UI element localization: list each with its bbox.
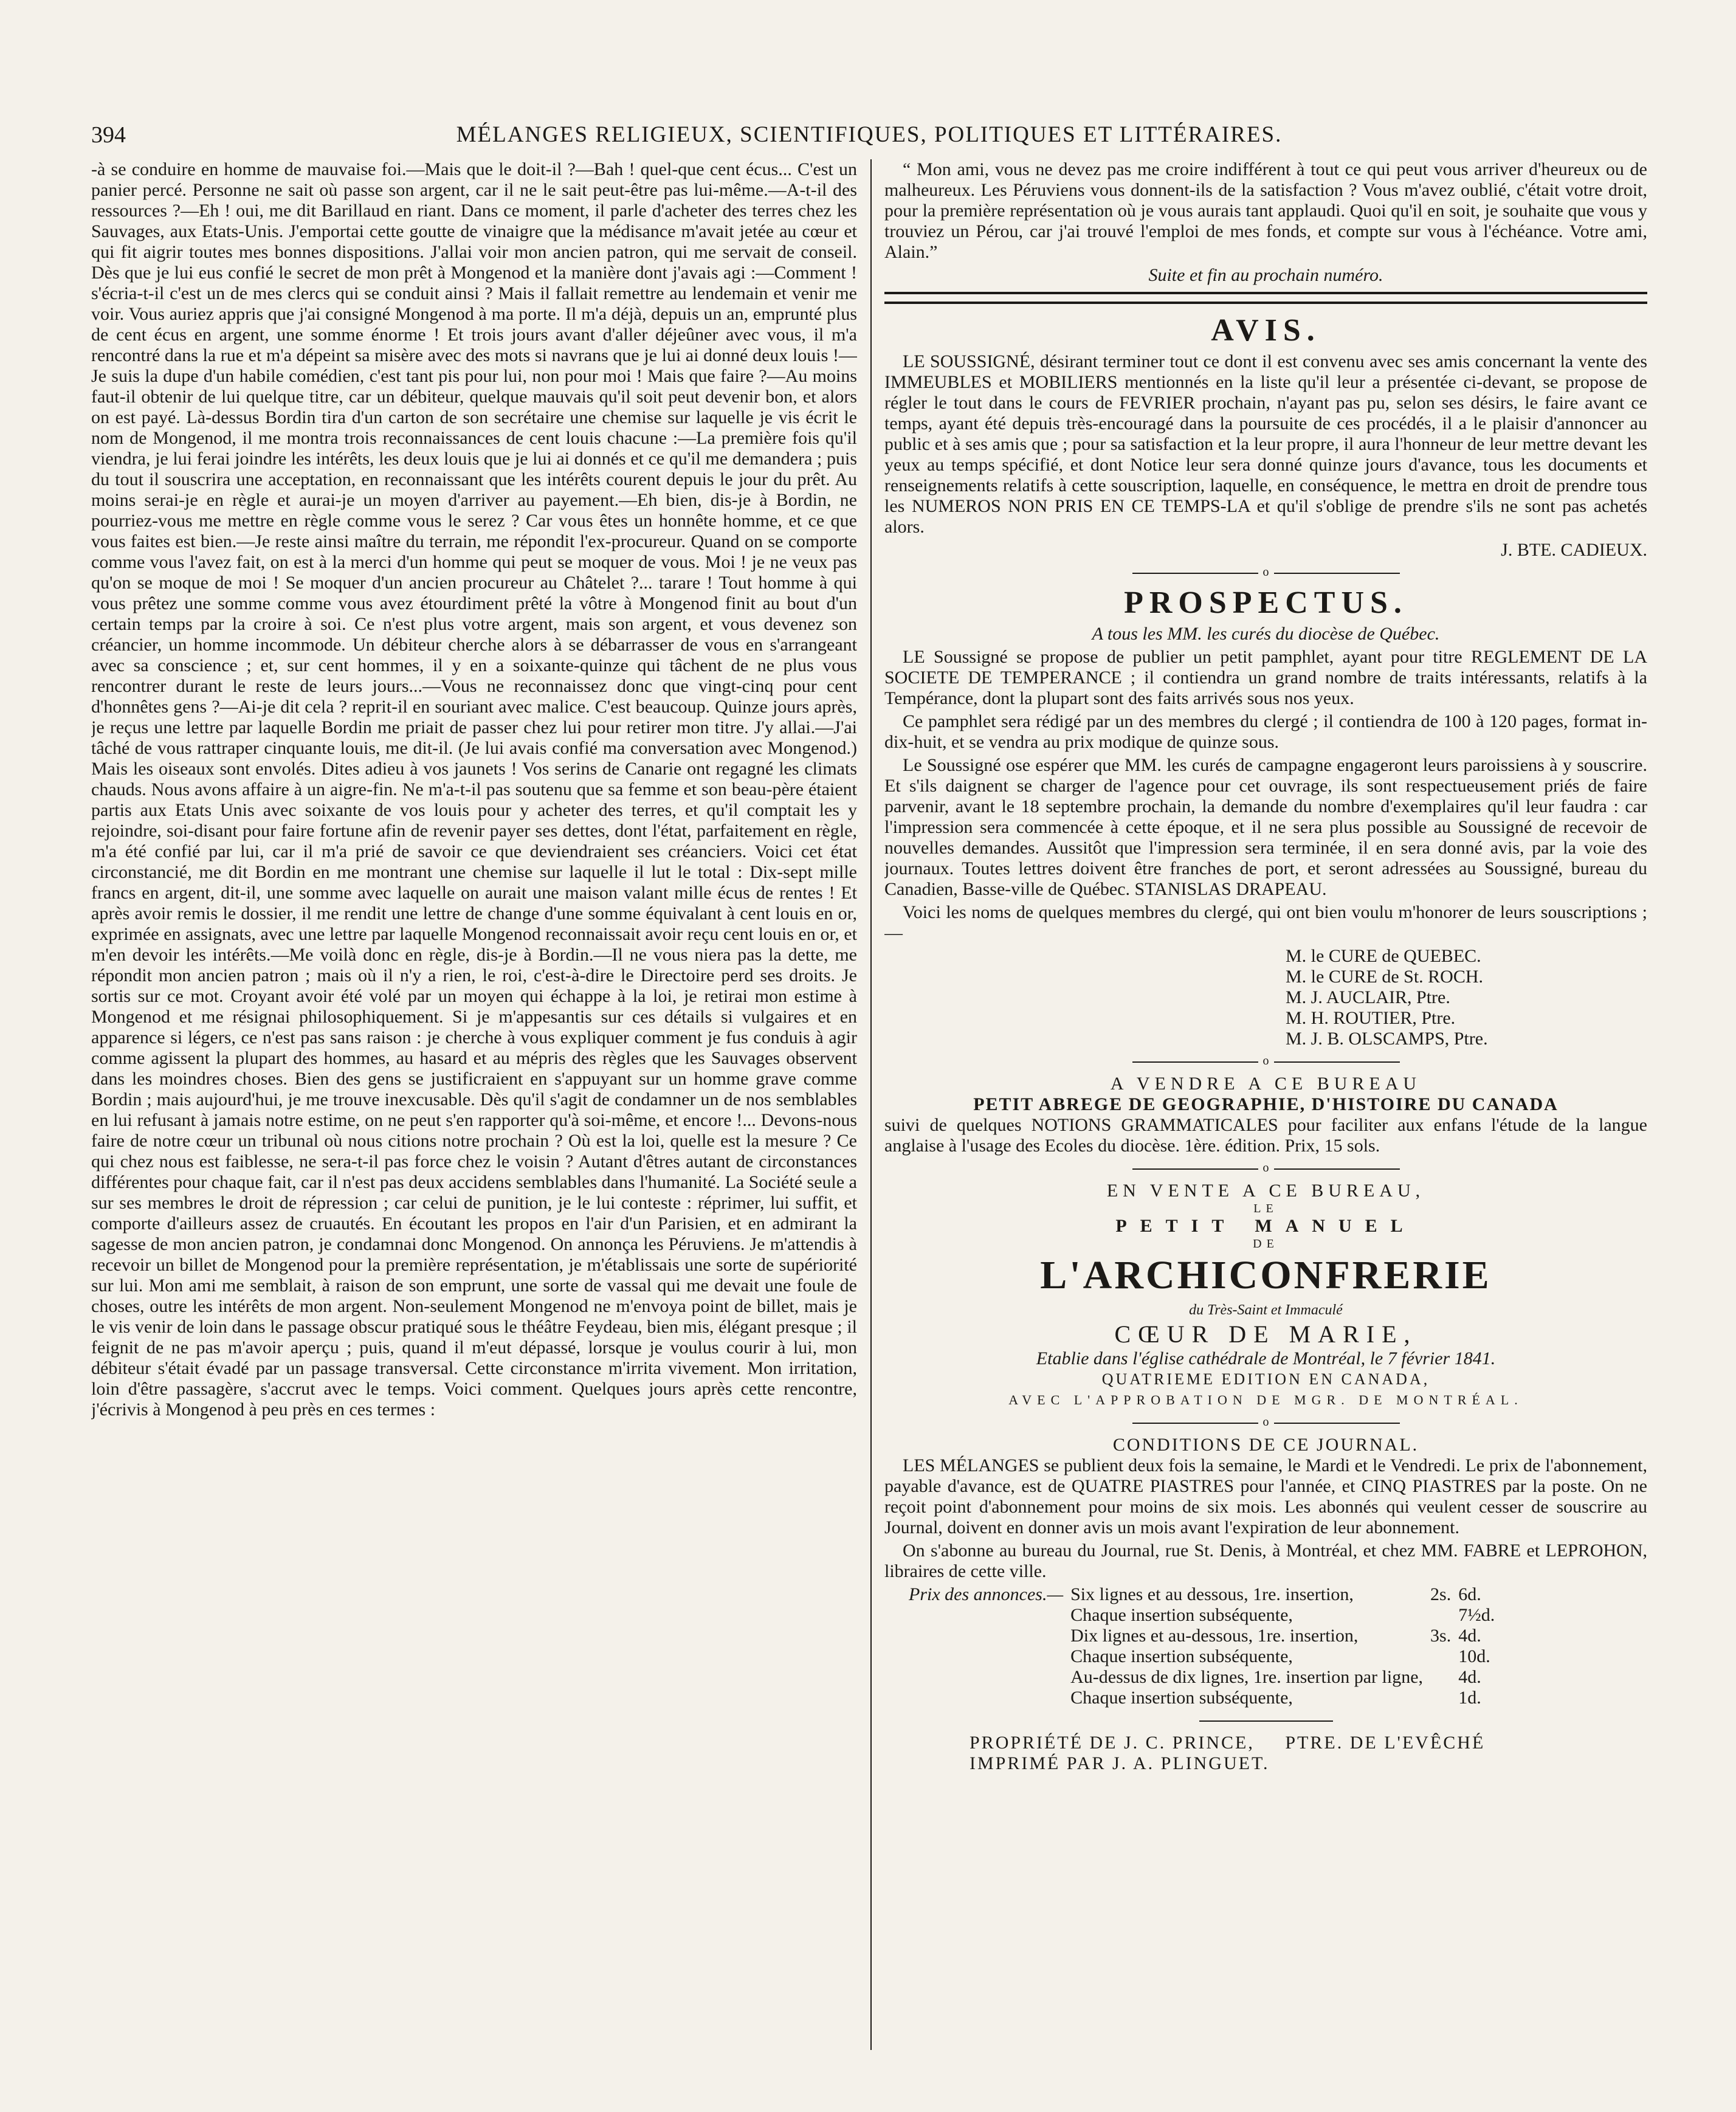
ornament-divider: o <box>1132 1162 1400 1175</box>
rate-shillings <box>1427 1605 1455 1626</box>
manuel-line: CŒUR DE MARIE, <box>1114 1320 1417 1348</box>
imprint-printer: IMPRIMÉ PAR J. A. PLINGUET. <box>970 1753 1270 1773</box>
page-number: 394 <box>91 122 126 148</box>
manuel-line: LE <box>1253 1202 1278 1215</box>
ornament-divider: o <box>1132 1055 1400 1068</box>
continuation-note: Suite et fin au prochain numéro. <box>1148 265 1383 285</box>
prospectus-paragraph: Voici les noms de quelques membres du clergé, qui ont bien voulu m'honorer de leurs souscriptions ;— <box>884 902 1647 943</box>
manuel-title: L'ARCHICONFRERIE <box>1040 1253 1492 1297</box>
conditions-paragraph: LES MÉLANGES se publient deux fois la semaine, le Mardi et le Vendredi. Le prix de l'abonnement, payable d'avance, est de QUATRE PIASTRES pour l'année, et CINQ PIASTRES par la poste. On ne reçoit point d'abonnement pour moins de six mois. Les abonnés qui veulent cesser de souscrire au Journal, doivent en donner avis un mois avant l'expiration de leur abonnement. <box>884 1455 1647 1537</box>
letter-text: “ Mon ami, vous ne devez pas me croire indifférent à tout ce qui peut vous arriver d'heureux ou de malheureux. Les Péruviens vous donnent-ils de la satisfaction ? Vous m'avez oublié, c'était votre droit, pour la première représentation où je vous aurais tant applaudi. Quoi qu'il en soit, je souhaite que vous y trouviez un Pérou, car j'ai trouvé l'emploi de mes fonds, et compte sur vous à l'échéance. Votre ami, Alain.” <box>884 159 1647 262</box>
subscriber-name: M. le CURE de St. ROCH. <box>1286 967 1484 987</box>
vendre-text: suivi de quelques NOTIONS GRAMMATICALES pour faciliter aux enfans l'étude de la langue anglaise à l'usage des Ecoles du diocèse. 1ère. édition. Prix, 15 sols. <box>884 1115 1647 1156</box>
rate-item: Chaque insertion subséquente, <box>1070 1605 1293 1625</box>
rate-pence: 6d. <box>1458 1584 1481 1604</box>
subscriber-name: M. H. ROUTIER, Ptre. <box>1286 1008 1456 1028</box>
rate-pence: 4d. <box>1458 1667 1481 1687</box>
rate-item: Chaque insertion subséquente, <box>1070 1646 1293 1666</box>
prospectus-title: PROSPECTUS. <box>1124 585 1408 620</box>
ornament-divider: o <box>1132 567 1400 579</box>
rate-shillings <box>1427 1646 1455 1667</box>
manuel-line: du Très-Saint et Immaculé <box>1189 1302 1343 1318</box>
rate-item: Dix lignes et au-dessous, 1re. insertion, <box>1070 1626 1359 1646</box>
subscriber-name: M. J. B. OLSCAMPS, Ptre. <box>1286 1029 1488 1049</box>
advertising-rates-table <box>905 1584 1498 1708</box>
running-title: MÉLANGES RELIGIEUX, SCIENTIFIQUES, POLITIQUES ET LITTÉRAIRES. <box>456 122 1283 147</box>
left-column <box>91 159 857 2050</box>
conditions-heading: CONDITIONS DE CE JOURNAL. <box>1112 1435 1419 1455</box>
prospectus-subtitle: A tous les MM. les curés du diocèse de Québec. <box>1092 624 1440 644</box>
rate-shillings: 2s. <box>1430 1584 1452 1604</box>
story-text: -à se conduire en homme de mauvaise foi.—Mais que le doit-il ?—Bah ! quel-que cent écus... C'est un panier percé. Personne ne sait où passe son argent, car il ne le sait peut-être pas lui-même.—A-t-il des ressources ?—Eh ! oui, me dit Barillaud en riant. Dans ce moment, il parle d'acheter des terres chez les Sauvages, aux Etats-Unis. J'emportai cette goutte de vinaigre que la médisance m'avait jetée au cœur et qui fit aigrir toutes mes bonnes dispositions. J'allai voir mon ancien patron, qui me servait de conseil. Dès que je lui eus confié le secret de mon prêt à Mongenod et la manière dont j'avais agi :—Comment ! s'écria-t-il c'est un de mes clercs qui se conduit ainsi ? Mais il fallait remettre au lendemain et venir me voir. Vous auriez appris que j'ai consigné Mongenod à ma porte. Il m'a déjà, depuis un an, emprunté plus de cent écus en argent, une somme énorme ! Et trois jours avant d'aller déjeûner avec vous, il m'a rencontré dans la rue et m'a dépeint sa misère avec des mots si navrans que je lui ai donné deux louis !—Je suis la dupe d'un habile comédien, c'est tant pis pour lui, non pour moi ! Mais que faire ?—Au moins faut-il obtenir de lui quelque titre, car un débiteur, quelque mauvais qu'il soit peut devenir bon, et alors on est payé. Là-dessus Bordin tira d'un carton de son secrétaire une chemise sur laquelle je vis écrit le nom de Mongenod, il me montra trois reconnaissances de cent louis chacune :—La première fois qu'il viendra, je lui ferai joindre les intérêts, les deux louis que je lui ai donnés et ce qu'il me demandera ; puis du tout il souscrira une acceptation, en reconnaissant que les intérêts courent depuis le jour du prêt. Au moins serai-je en règle et aurai-je un moyen d'arriver au payement.—Eh bien, dis-je à Bordin, ne pourriez-vous me mettre en règle comme vous le serez ? Car vous êtes un honnête homme, et ce que vous faites est bien.—Je reste ainsi maître du terrain, me répondit l'ex-procureur. Quand on se comporte comme vous l'avez fait, on est à la merci d'un homme qui peut se moquer de vous. Moi ! je ne veux pas qu'on se moque de moi ! Se moquer d'un ancien procureur au Châtelet ?... tarare ! Tout homme à qui vous prêtez une somme comme vous avez étourdiment prêté la vôtre à Mongenod finit au bout d'un certain temps par la croire à soi. Ce n'est plus votre argent, mais son argent, et vous devenez son créancier, un homme incommode. Un débiteur cherche alors à se débarrasser de vous en s'arrangeant avec sa conscience ; et, sur cent hommes, il y en a soixante-quinze qui tâchent de ne plus vous rencontrer durant le reste de leurs jours...—Vous ne reconnaissez donc que vingt-cinq pour cent d'honnêtes gens ?—Ai-je dit cela ? reprit-il en souriant avec malice. C'est beaucoup. Quinze jours après, je reçus une lettre par laquelle Bordin me priait de passer chez lui pour retirer mon titre. J'y allai.—J'ai tâché de vous rattraper cinquante louis, me dit-il. (Je lui avais confié ma conversation avec Mongenod.) Mais les oiseaux sont envolés. Dites adieu à vos jaunets ! Vos serins de Canarie ont regagné les climats chauds. Nous avons affaire à un aigre-fin. Ne m'a-t-il pas soutenu que sa femme et son beau-père étaient partis aux Etats Unis avec soixante de vos louis pour y acheter des terres, et qu'il comptait les y rejoindre, soi-disant pour faire fortune afin de revenir payer ses dettes, dont l'état, parfaitement en règle, m'a été confié par lui, car il m'a prié de savoir ce que deviendraient ses créanciers. Voici cet état circonstancié, me dit Bordin en me montrant une chemise sur laquelle il lut le total : Dix-sept mille francs en argent, dit-il, une somme avec laquelle on aurait une maison valant mille écus de rentes ! Et après avoir remis le dossier, il me rendit une lettre de change d'une somme équivalant à cent louis en or, exprimée en assignats, avec une lettre par laquelle Mongenod reconnaissait avoir reçu cent louis en or, et m'en devoir les intérêts.—Me voilà donc en règle, dis-je à Bordin.—Il ne vous niera pas la dette, me répondit mon ancien patron ; mais où il n'y a rien, le roi, c'est-à-dire le Directoire perd ses droits. Je sortis sur ce mot. Croyant avoir été volé par un moyen qui échappe à la loi, je retirai mon estime à Mongenod et me résignai philosophiquement. Si je m'appesantis sur ces détails si vulgaires et en apparence si légers, ce n'est pas sans raison : je cherche à vous expliquer comment je fus conduis à agir comme agissent la plupart des hommes, au hasard et au mépris des règles que les Sauvages observent dans les moindres choses. Bien des gens se justificraient en s'appuyant sur un homme grave comme Bordin ; mais aujourd'hui, je me trouve inexcusable. Dès qu'il s'agit de condamner un de nos semblables en lui refusant à jamais notre estime, on ne peut s'en rapporter qu'à soi-même, et encore !... Devons-nous faire de notre cœur un tribunal où nous citions notre prochain ? Où est la loi, quelle est la mesure ? Ce qui chez nous est faiblesse, ne sera-t-il pas force chez le voisin ? Autant d'êtres autant de circonstances différentes pour chaque fait, car il n'est pas deux accidens semblables dans l'humanité. La Société seule a sur ses membres le droit de répression ; car celui de punition, je le lui conteste : réprimer, lui suffit, et comporte d'ailleurs assez de cruautés. En écoutant les propos en l'air d'un Parisien, et en admirant la sagesse de mon ancien patron, je condamnai donc Mongenod. On annonça les Péruviens. Je m'attendis à recevoir un billet de Mongenod pour la première représentation, je m'établissais une sorte de supériorité sur lui. Mon ami me semblait, à raison de son emprunt, une sorte de vassal qui me devait une foule de choses, outre les intérêts de mon argent. Non-seulement Mongenod ne m'envoya point de billet, mais je le vis venir de loin dans le passage obscur pratiqué sous le théâtre Feydeau, bien mis, élégant presque ; il feignit de ne pas m'avoir aperçu ; puis, quand il m'eut dépassé, lorsque je voulus courir à lui, mon débiteur s'était évadé par un passage transversal. Cette circonstance m'irrita vivement. Mon irritation, loin d'être passagère, s'accrut avec le temps. Voici comment. Quelques jours après cette rencontre, j'écrivis à Mongenod à peu près en ces termes : <box>91 159 857 1420</box>
right-column <box>884 159 1647 2050</box>
ornament-divider: o <box>1132 1417 1400 1429</box>
rate-row <box>905 1605 1498 1626</box>
rate-shillings: 3s. <box>1430 1626 1452 1646</box>
rate-item: Chaque insertion subséquente, <box>1070 1688 1293 1708</box>
rate-row <box>905 1688 1498 1708</box>
manuel-line: PETIT MANUEL <box>1115 1216 1416 1236</box>
section-rule <box>884 292 1647 304</box>
avis-signature: J. BTE. CADIEUX. <box>1501 540 1647 560</box>
prospectus-paragraph: Le Soussigné ose espérer que MM. les curés de campagne engageront leurs paroissiens à y souscrire. Et s'ils daignent se charger de l'agence pour cet ouvrage, ils sont respectueusement priés de faire parvenir, avant le 18 septembre prochain, la demande du nombre d'exemplaires qu'il leur faudra : car l'impression sera commencée à cette époque, et il ne sera plus possible au Soussigné de recevoir de nouvelles demandes. Aussitôt que l'impression sera terminée, il en sera donné avis, par la voie des journaux. Toutes lettres doivent être franches de port, et seront adressées au Soussigné, bureau du Canadien, Basse-ville de Québec. STANISLAS DRAPEAU. <box>884 755 1647 899</box>
prospectus-paragraph: Ce pamphlet sera rédigé par un des membres du clergé ; il contiendra de 100 à 120 pages, format in-dix-huit, et se vendra au prix modique de quinze sous. <box>884 711 1647 752</box>
vendre-heading: A VENDRE A CE BUREAU <box>1110 1074 1422 1094</box>
rate-row <box>905 1584 1498 1605</box>
conditions-paragraph: On s'abonne au bureau du Journal, rue St. Denis, à Montréal, et chez MM. FABRE et LEPROHON, libraires de cette ville. <box>884 1541 1647 1581</box>
manuel-line: EN VENTE A CE BUREAU, <box>1106 1181 1425 1201</box>
rate-item: Au-dessus de dix lignes, 1re. insertion par ligne, <box>1070 1667 1424 1687</box>
imprint-office: PTRE. DE L'EVÊCHÉ <box>1285 1733 1486 1753</box>
vendre-title: PETIT ABREGE DE GEOGRAPHIE, D'HISTOIRE DU CANADA <box>973 1094 1559 1114</box>
subscriber-name: M. le CURE de QUEBEC. <box>1286 946 1481 966</box>
manuel-line: QUATRIEME EDITION EN CANADA, <box>1101 1370 1430 1388</box>
rates-label: Prix des annonces.— <box>909 1584 1064 1604</box>
rate-pence: 4d. <box>1458 1626 1481 1646</box>
avis-title: AVIS. <box>1211 313 1321 348</box>
rate-shillings <box>1427 1667 1455 1688</box>
prospectus-paragraph: LE Soussigné se propose de publier un petit pamphlet, ayant pour titre REGLEMENT DE LA SOCIETE DE TEMPERANCE ; il contiendra un grand nombre de traits intéressants, relatifs à la Tempérance, dont la plupart sont des faits arrivés sous nos yeux. <box>884 647 1647 708</box>
rate-row <box>905 1646 1498 1667</box>
ornament-divider <box>1199 1714 1333 1727</box>
imprint-line <box>970 1733 1647 1753</box>
rate-row <box>905 1667 1498 1688</box>
rate-pence: 7½d. <box>1458 1605 1495 1625</box>
rate-item: Six lignes et au dessous, 1re. insertion, <box>1070 1584 1354 1604</box>
subscriber-name: M. J. AUCLAIR, Ptre. <box>1286 987 1450 1007</box>
manuel-line: DE <box>1253 1237 1279 1251</box>
column-divider <box>870 159 872 2050</box>
running-header <box>91 122 1647 159</box>
avis-text: LE SOUSSIGNÉ, désirant terminer tout ce dont il est convenu avec ses amis concernant la vente des IMMEUBLES et MOBILIERS mentionnés en la liste qu'il leur a présentée ci-devant, se propose de régler le tout dans le cours de FEVRIER prochain, n'ayant pas pu, selon ses désirs, le faire avant ce temps, ayant été depuis très-encouragé dans la poursuite de ces procédés, il a le plaisir d'annoncer au public et à ses amis que ; pour sa satisfaction et la leur propre, il aura l'honneur de leur mettre devant les yeux au temps spécifié, et dont Notice leur sera donné quinze jours d'avance, tous les documents et renseignements relatifs à cette souscription, laquelle, en conséquence, le mettra en droit de prendre tous les NUMEROS NON PRIS EN CE TEMPS-LA et qu'il s'oblige de prendre s'ils ne sont pas achetés alors. <box>884 351 1647 537</box>
rate-row <box>905 1626 1498 1646</box>
rate-shillings <box>1427 1688 1455 1708</box>
manuel-line: Etablie dans l'église cathédrale de Montréal, le 7 février 1841. <box>1036 1348 1496 1368</box>
rate-pence: 10d. <box>1458 1646 1490 1666</box>
imprint-owner: PROPRIÉTÉ DE J. C. PRINCE, <box>970 1733 1255 1753</box>
manuel-line: AVEC L'APPROBATION DE MGR. DE MONTRÉAL. <box>1008 1392 1523 1407</box>
rate-pence: 1d. <box>1458 1688 1481 1708</box>
subscriber-list <box>1286 946 1647 1049</box>
